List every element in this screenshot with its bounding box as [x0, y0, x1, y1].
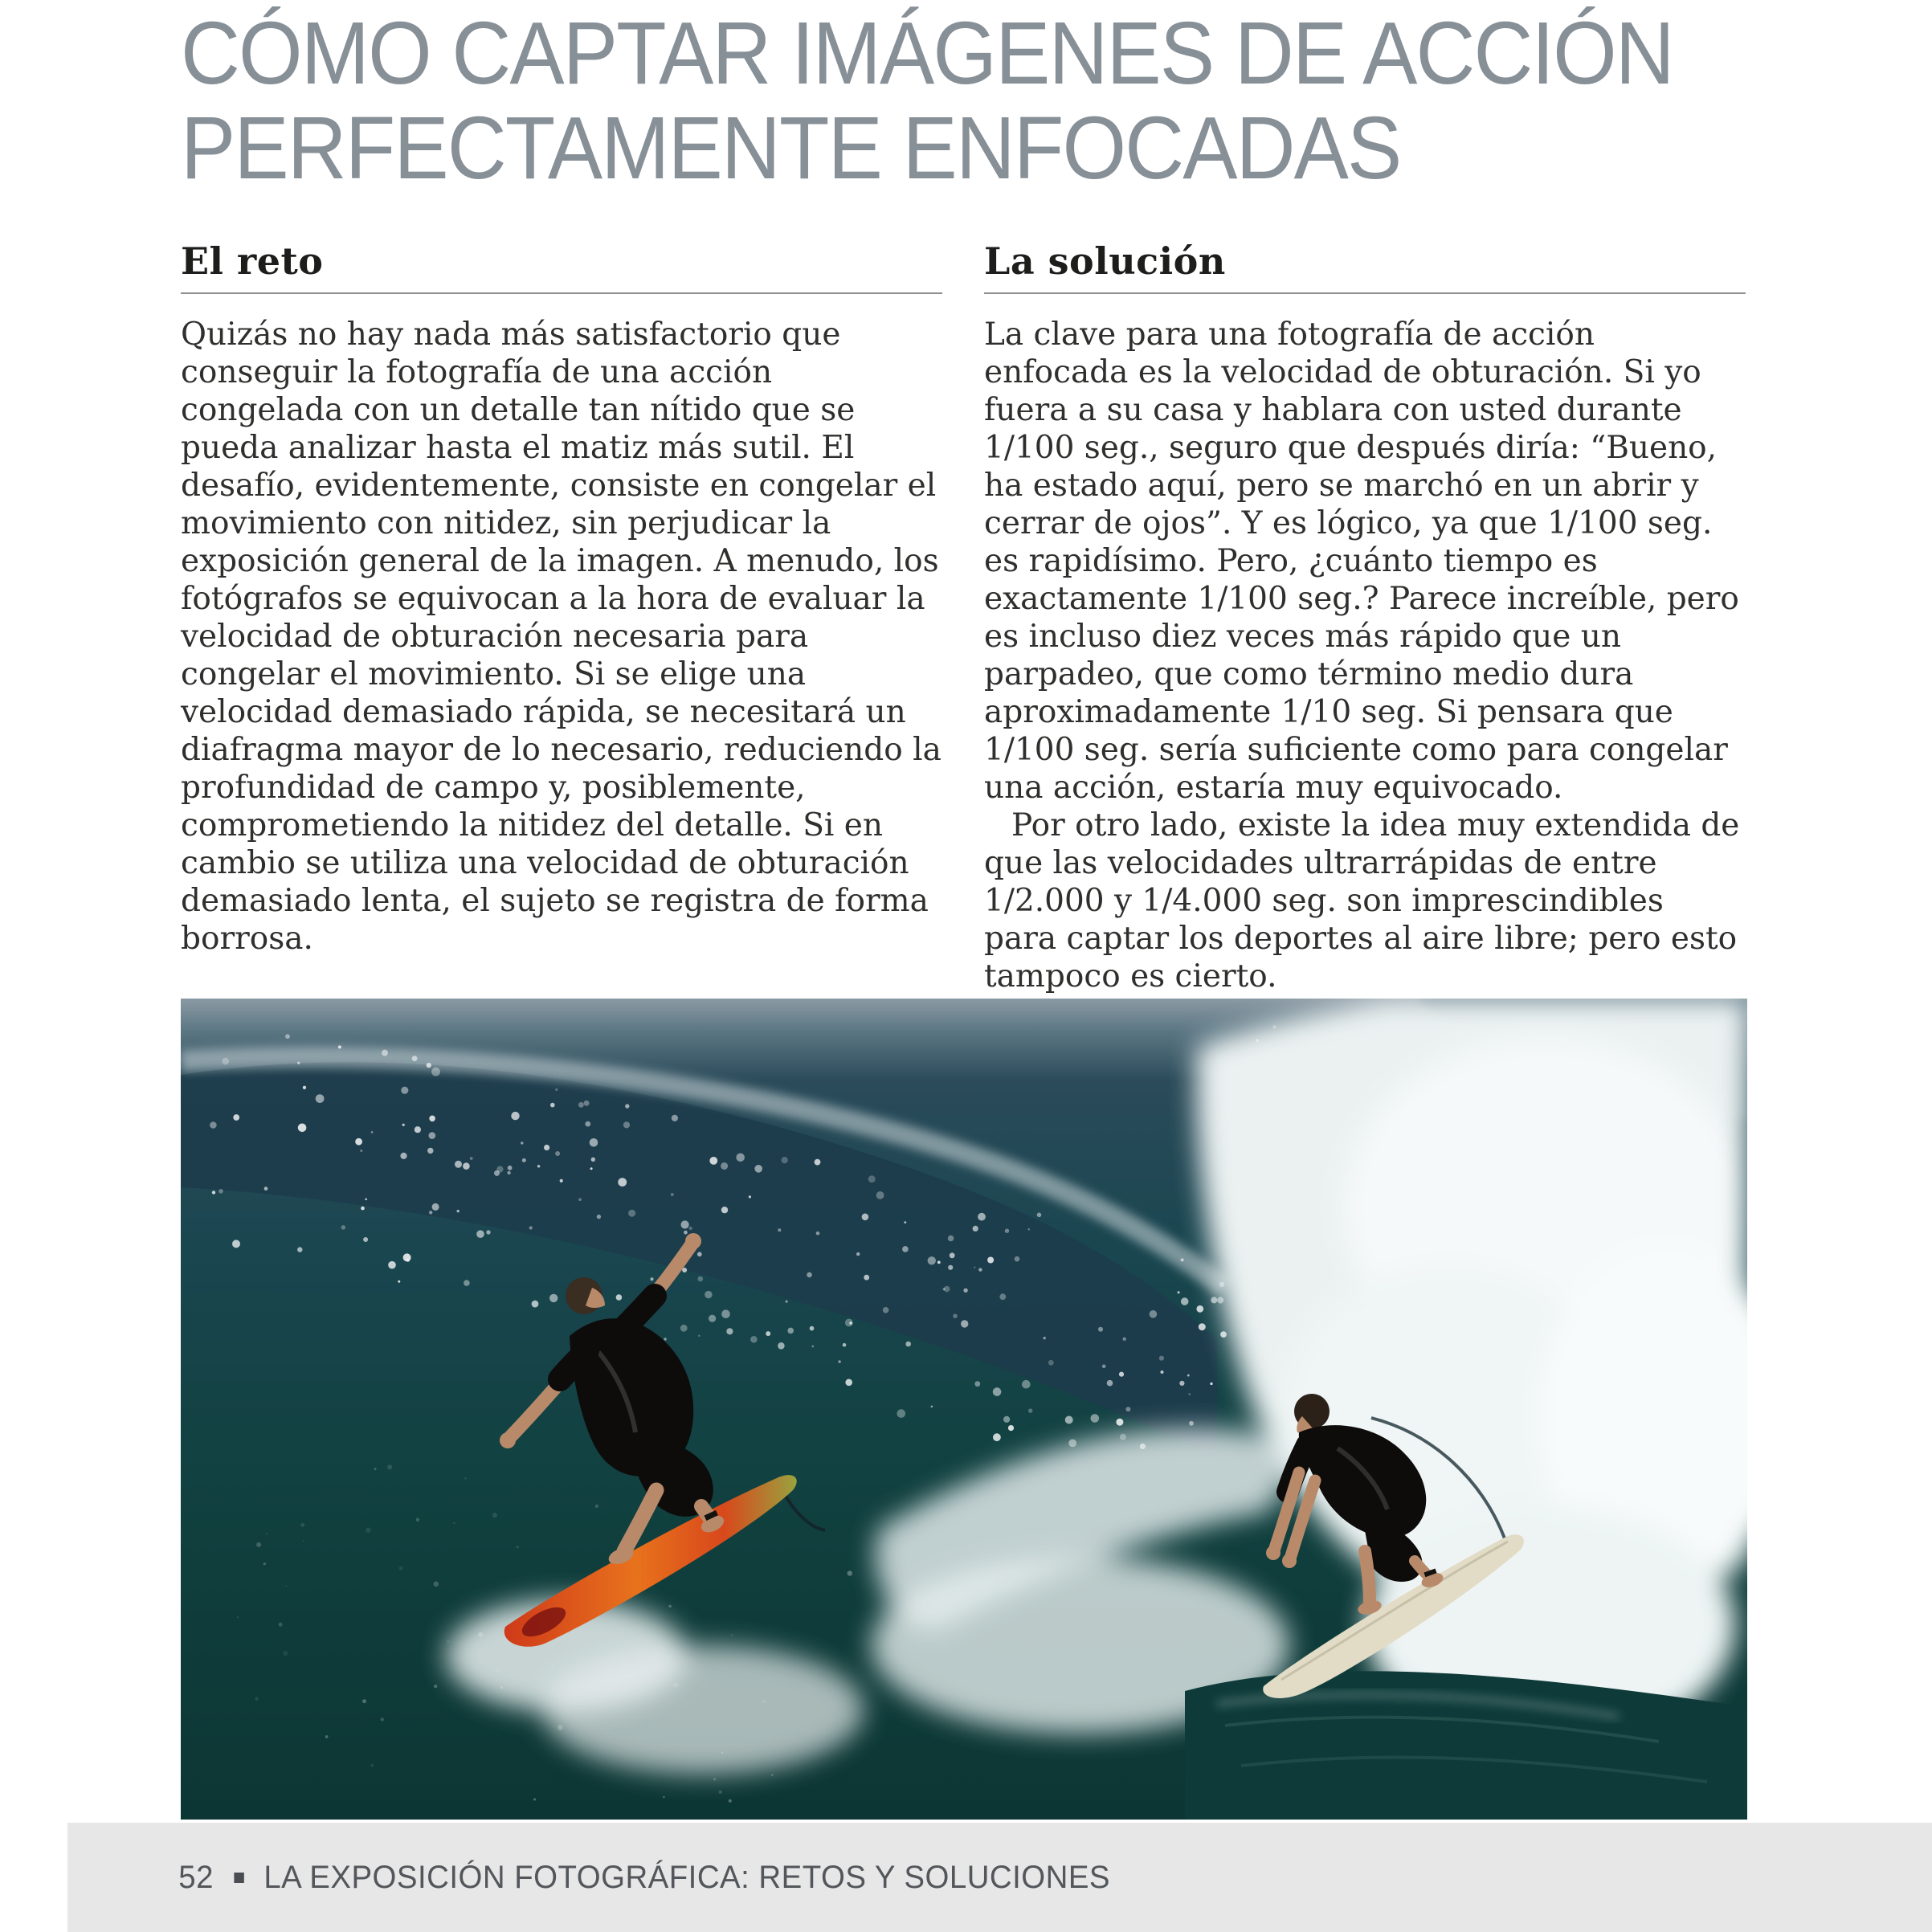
heading-el-reto: El reto [181, 239, 324, 283]
column-la-solucion [984, 241, 1746, 995]
surf-action-photo [181, 999, 1747, 1820]
square-bullet-icon [234, 1873, 243, 1883]
footer [67, 1823, 1857, 1932]
footer-book-title: LA EXPOSICIÓN FOTOGRÁFICA: RETOS Y SOLUCIONES [263, 1859, 1111, 1895]
heading-la-solucion: La solución [984, 239, 1226, 283]
page-number: 52 [178, 1859, 214, 1895]
heading-rule-right [984, 292, 1746, 294]
paragraph-el-reto: Quizás no hay nada más satisfactorio que conseguir la fotografía de una acción congelada con un detalle tan nítido que se pueda analizar hasta el matiz más sutil. El desafío, evidentemente, consiste en congelar el movimiento con nitidez, sin perjudicar la exposición general de la imagen. A menudo, los fotógrafos se equivocan a la hora de evaluar la velocidad de obturación necesaria para congelar el movimiento. Si se elige una velocidad demasiado rápida, se necesitará un diafragma mayor de lo necesario, reduciendo la profundidad de campo y, posiblemente, comprometiendo la nitidez del detalle. Si en cambio se utiliza una velocidad de obturación demasiado lenta, el sujeto se registra de forma borrosa. [181, 317, 941, 957]
page-title-line1: CÓMO CAPTAR IMÁGENES DE ACCIÓN [181, 4, 1673, 103]
page-title [181, 6, 1673, 196]
paragraph-la-solucion-2: Por otro lado, existe la idea muy extendida de que las velocidades ultrarrápidas de entre 1/2.000 y 1/4.000 seg. son imprescindibles para captar los deportes al aire libre; pero esto tampoco es cierto. [984, 807, 1740, 995]
heading-rule-left [181, 292, 942, 294]
text-columns [181, 241, 1747, 995]
paragraph-la-solucion-1: La clave para una fotografía de acción enfocada es la velocidad de obturación. Si yo fuera a su casa y hablara con usted durante 1/100 seg., seguro que después diría: “Bueno, ha estado aquí, pero se marchó en un abrir y cerrar de ojos”. Y es lógico, ya que 1/100 seg. es rapidísimo. Pero, ¿cuánto tiempo es exactamente 1/100 seg.? Parece increíble, pero es incluso diez veces más rápido que un parpadeo, que como término medio dura aproximadamente 1/10 seg. Si pensara que 1/100 seg. sería suficiente como para congelar una acción, estaría muy equivocado. [984, 317, 1739, 806]
footer-bar [67, 1823, 1932, 1932]
page-title-line2: PERFECTAMENTE ENFOCADAS [181, 99, 1401, 198]
column-el-reto [181, 241, 942, 995]
